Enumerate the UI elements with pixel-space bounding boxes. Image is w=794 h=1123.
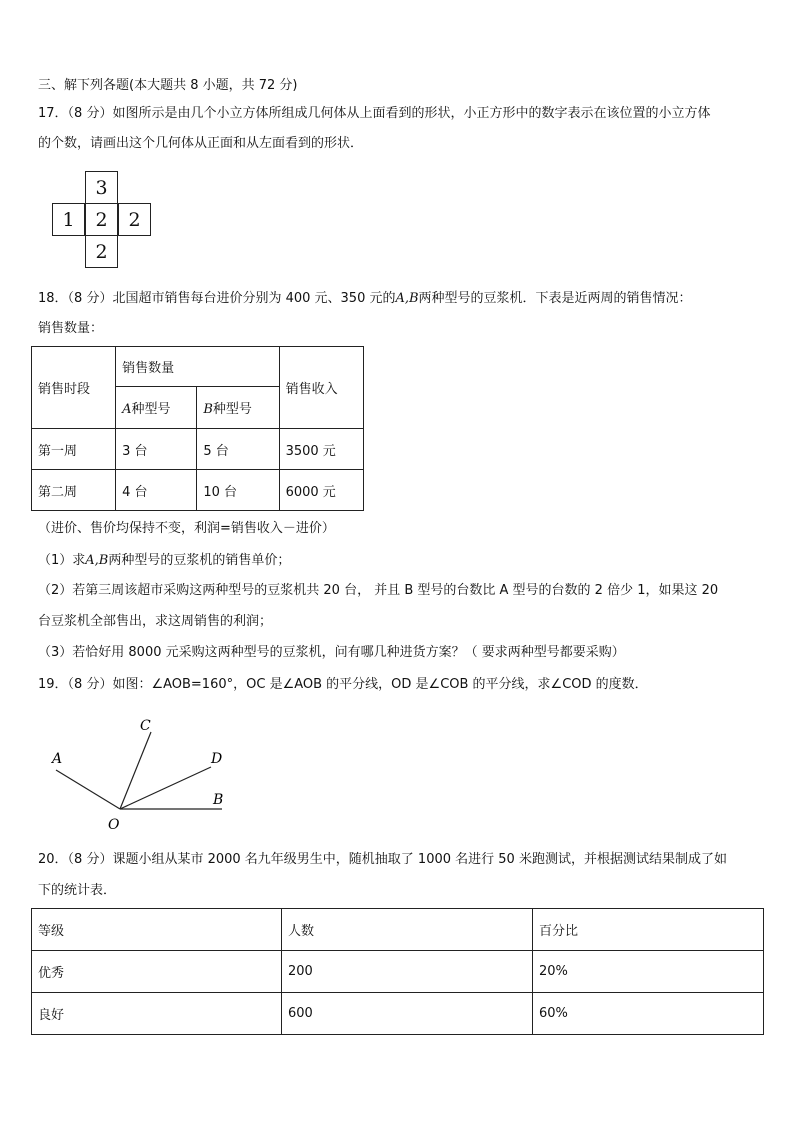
table-row: 优秀 200 20% bbox=[32, 951, 764, 993]
q18-note: （进价、售价均保持不变，利润=销售收入－进价） bbox=[38, 521, 335, 536]
grid-cell-bottom: 2 bbox=[85, 235, 118, 268]
ray-oa bbox=[56, 770, 120, 809]
table-header-row: 等级 人数 百分比 bbox=[32, 909, 764, 951]
q18-table-title: 销售数量： bbox=[38, 321, 104, 336]
q20-text-line2: 下的统计表． bbox=[38, 883, 117, 898]
ray-od bbox=[120, 767, 211, 809]
q20-text-line1: 20．（8 分）课题小组从某市 2000 名九年级男生中，随机抽取了 1000 名进行 50 米跑测试，并根据测试结果制成了如 bbox=[38, 852, 727, 867]
q18-sub2-line1: （2）若第三周该超市采购这两种型号的豆浆机共 20 台， 并且 B 型号的台数比 A 型号的台数的 2 倍少 1，如果这 20 bbox=[38, 583, 719, 598]
table-header-period: 销售时段 bbox=[32, 347, 116, 429]
q18-sales-table bbox=[31, 346, 364, 511]
grid-cell-right: 2 bbox=[118, 203, 151, 236]
q19-text: 19．（8 分）如图：∠AOB=160°，OC 是∠AOB 的平分线，OD 是∠COB 的平分线，求∠COD 的度数． bbox=[38, 677, 648, 692]
q17-text-line1: 17．（8 分）如图所示是由几个小立方体所组成几何体从上面看到的形状，小正方形中的数字表示在该位置的小立方体 bbox=[38, 106, 711, 121]
label-c: C bbox=[140, 718, 151, 734]
q18-sub2-line2: 台豆浆机全部售出，求这周销售的利润； bbox=[38, 614, 273, 629]
label-a: A bbox=[52, 751, 63, 767]
table-header-type-a: A种型号 bbox=[116, 387, 197, 429]
label-o: O bbox=[108, 817, 120, 833]
table-header-type-b: B种型号 bbox=[197, 387, 279, 429]
label-d: D bbox=[211, 751, 223, 767]
grid-cell-top: 3 bbox=[85, 171, 118, 204]
angle-figure bbox=[40, 712, 240, 837]
table-row: 第二周 4 台 10 台 6000 元 bbox=[32, 470, 364, 511]
q17-text-line2: 的个数，请画出这个几何体从正面和从左面看到的形状． bbox=[38, 136, 364, 151]
table-row: 良好 600 60% bbox=[32, 993, 764, 1035]
table-header-income: 销售收入 bbox=[279, 347, 363, 429]
grid-cell-center: 2 bbox=[85, 203, 118, 236]
table-header-qty: 销售数量 bbox=[116, 347, 279, 387]
grid-cell-left: 1 bbox=[52, 203, 85, 236]
section-heading: 三、解下列各题(本大题共 8 小题，共 72 分) bbox=[38, 78, 298, 93]
q20-stats-table bbox=[31, 908, 764, 1035]
table-row: 第一周 3 台 5 台 3500 元 bbox=[32, 429, 364, 470]
q18-sub3: （3）若恰好用 8000 元采购这两种型号的豆浆机，问有哪几种进货方案？（ 要求两种型号都要采购） bbox=[38, 645, 625, 660]
q18-text-line1: 18．（8 分）北国超市销售每台进价分别为 400 元、350 元的A,B两种型号的豆浆机．下表是近两周的销售情况： bbox=[38, 291, 692, 306]
label-b: B bbox=[213, 792, 224, 808]
q18-sub1: （1）求A,B两种型号的豆浆机的销售单价； bbox=[38, 553, 291, 568]
